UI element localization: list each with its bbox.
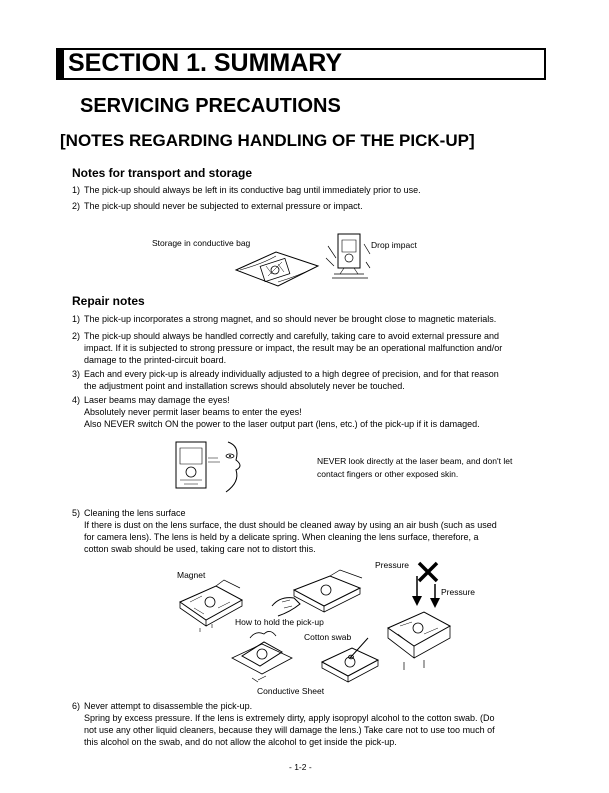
transport-item-2 bbox=[72, 200, 582, 212]
page-number: - 1-2 - bbox=[289, 762, 312, 772]
pressed-pickup-illustration bbox=[384, 604, 454, 674]
storage-bag-label: Storage in conductive bag bbox=[152, 238, 251, 248]
repair-item-1 bbox=[72, 313, 582, 325]
drop-impact-illustration bbox=[324, 230, 372, 282]
laser-caption-line-2: contact fingers or other exposed skin. bbox=[317, 469, 459, 479]
how-to-hold-illustration bbox=[270, 570, 366, 620]
item-number: 1) bbox=[72, 185, 81, 195]
cotton-swab-label: Cotton swab bbox=[304, 632, 352, 642]
how-to-hold-label: How to hold the pick-up bbox=[235, 617, 324, 627]
repair-item-3 bbox=[72, 368, 582, 392]
item-text-line: The pick-up should always be handled correctly and carefully, taking care to avoid external pressure and bbox=[84, 331, 500, 341]
pressure-top-label: Pressure bbox=[375, 560, 410, 570]
item-number: 2) bbox=[72, 201, 81, 211]
pickup-notes-title: [NOTES REGARDING HANDLING OF THE PICK-UP] bbox=[60, 131, 475, 150]
item-text-line: the adjustment point and installation screws should absolutely never be touched. bbox=[84, 381, 405, 391]
item-text-line: Spring by excess pressure. If the lens is extremely dirty, apply isopropyl alcohol to the cotton swab. (Do bbox=[84, 713, 495, 723]
repair-heading: Repair notes bbox=[72, 294, 145, 308]
repair-item-5 bbox=[72, 507, 582, 555]
item-text: The pick-up should never be subjected to external pressure or impact. bbox=[84, 201, 363, 211]
item-text-line: impact. If it is subjected to strong pressure or impact, the result may be an operational malfunction and/or bbox=[84, 343, 503, 353]
item-number: 5) bbox=[72, 508, 81, 518]
drop-impact-label: Drop impact bbox=[371, 240, 417, 250]
item-text-line: damage to the printed-circuit board. bbox=[84, 355, 227, 365]
laser-eye-illustration bbox=[170, 436, 250, 496]
storage-bag-illustration bbox=[232, 248, 322, 290]
item-text-line: Also NEVER switch ON the power to the laser output part (lens, etc.) of the pick-up if it is damaged. bbox=[84, 419, 480, 429]
item-text-line: cotton swab should be used, taking care not to distort this. bbox=[84, 544, 316, 554]
item-text-line: Laser beams may damage the eyes! bbox=[84, 395, 230, 405]
item-text-line: Absolutely never permit laser beams to enter the eyes! bbox=[84, 407, 302, 417]
conductive-sheet-illustration bbox=[230, 628, 294, 686]
item-text-line: Each and every pick-up is already individually adjusted to a high degree of precision, and for that reason bbox=[84, 369, 499, 379]
item-number: 6) bbox=[72, 701, 81, 711]
pressure-arrow-top-icon bbox=[412, 576, 422, 606]
cotton-swab-illustration bbox=[318, 638, 382, 688]
repair-item-2 bbox=[72, 330, 582, 366]
item-text-line: this alcohol on the swab, and do not allow the alcohol to get inside the pick-up. bbox=[84, 737, 397, 747]
item-text-line: Never attempt to disassemble the pick-up. bbox=[84, 701, 253, 711]
item-text: The pick-up incorporates a strong magnet, and so should never be brought close to magnetic materials. bbox=[84, 314, 497, 324]
conductive-sheet-label: Conductive Sheet bbox=[257, 686, 325, 696]
item-number: 1) bbox=[72, 314, 81, 324]
pressure-side-label: Pressure bbox=[441, 587, 476, 597]
item-text-line: for camera lens). The lens is held by a delicate spring. When cleaning the lens surface, therefore, a bbox=[84, 532, 479, 542]
item-number: 4) bbox=[72, 395, 81, 405]
repair-item-4 bbox=[72, 394, 582, 430]
laser-caption-line-1: NEVER look directly at the laser beam, and don't let bbox=[317, 456, 513, 466]
item-number: 3) bbox=[72, 369, 81, 379]
magnet-label: Magnet bbox=[177, 570, 206, 580]
servicing-precautions-title: SERVICING PRECAUTIONS bbox=[80, 95, 341, 117]
item-number: 2) bbox=[72, 331, 81, 341]
item-text: The pick-up should always be left in its conductive bag until immediately prior to use. bbox=[84, 185, 421, 195]
item-text-line: not use any other liquid cleaners, because they will damage the lens.) Take care not to use too much of bbox=[84, 725, 495, 735]
magnet-pickup-illustration bbox=[176, 580, 246, 634]
item-text-line: Cleaning the lens surface bbox=[84, 508, 186, 518]
repair-item-6 bbox=[72, 700, 582, 748]
section-title: SECTION 1. SUMMARY bbox=[68, 49, 343, 77]
transport-item-1 bbox=[72, 184, 582, 196]
item-text-line: If there is dust on the lens surface, the dust should be cleaned away by using an air bush (such as used bbox=[84, 520, 497, 530]
transport-heading: Notes for transport and storage bbox=[72, 166, 253, 180]
